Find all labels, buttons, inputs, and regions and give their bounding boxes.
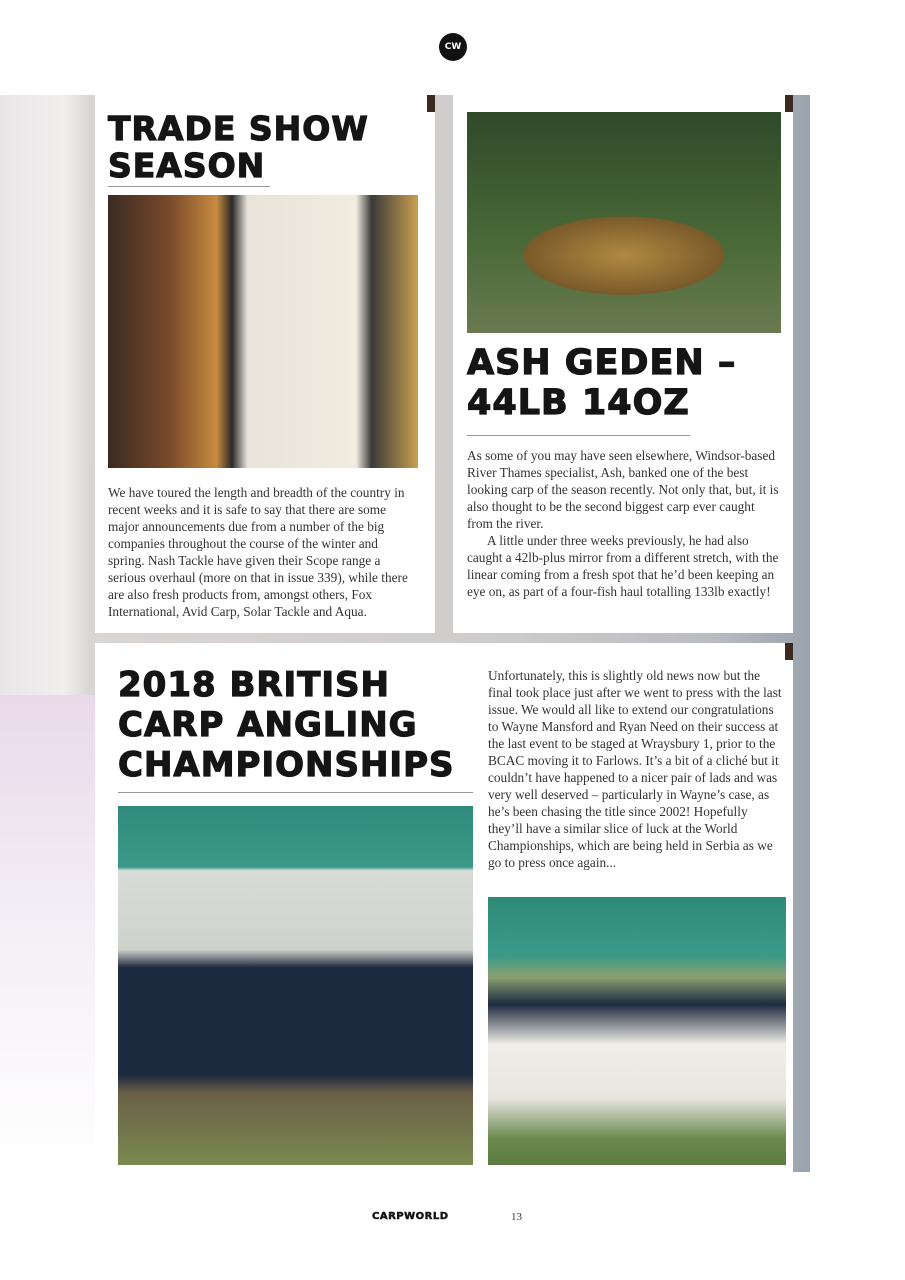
article-body: Unfortunately, this is slightly old news now but the final took place just after we went to press with the last issue. We would all like to extend our congratulations to Wayne Mansford and Ryan Need on their success at the last event to be staged at Wraysbury 1, prior to the BCAC moving it to Farlows. It’s a bit of a cliché but it couldn’t have happened to a nicer pair of lads and was very well deserved – particularly in Wayne’s case, as he’s been chasing the title since 2002! Hopefully they’ll have a similar slice of luck at the World Championships, which are being held in Serbia as we go to press once again... <box>488 668 782 870</box>
ash-geden-panel <box>453 95 793 633</box>
corner-mark <box>785 643 793 660</box>
trade-show-panel <box>95 95 435 633</box>
title-line: ASH GEDEN – <box>467 343 737 383</box>
title-rule <box>108 186 270 187</box>
title-rule <box>467 435 690 436</box>
champions-celebration-photo <box>118 806 473 1165</box>
title-line: SEASON <box>108 146 266 185</box>
cw-badge: CW <box>439 33 467 61</box>
corner-mark <box>427 95 435 112</box>
corner-mark <box>785 95 793 112</box>
page-number: 13 <box>511 1211 522 1223</box>
article-title <box>118 665 454 785</box>
background-glow <box>0 695 100 1172</box>
title-line: CARP ANGLING <box>118 705 418 745</box>
title-line: CHAMPIONSHIPS <box>118 745 455 785</box>
paragraph: As some of you may have seen elsewhere, Windsor-based River Thames specialist, Ash, banked one of the best looking carp of the season recently. Not only that, but, it is also thought to be the second biggest carp ever caught from the river. <box>467 448 779 531</box>
paragraph: A little under three weeks previously, he had also caught a 42lb-plus mirror from a different stretch, with the linear coming from a fresh spot that he’d been keeping an eye on, as part of a four-fish haul totalling 133lb exactly! <box>467 533 779 599</box>
championships-panel <box>95 643 793 1172</box>
title-rule <box>118 792 473 793</box>
footer-brand: CARPWORLD <box>372 1211 449 1222</box>
title-line: TRADE SHOW <box>108 109 369 148</box>
article-body: We have toured the length and breadth of the country in recent weeks and it is safe to say that there are some major announcements due from a number of the big companies throughout the course of the winter and spring. Nash Tackle have given their Scope range a serious overhaul (more on that in issue 339), while there are also fresh products from, amongst others, Fox International, Avid Carp, Solar Tackle and Aqua. <box>108 485 408 619</box>
carp-catch-photo <box>467 112 781 333</box>
cheque-presentation-photo <box>488 897 786 1165</box>
title-line: 44LB 14OZ <box>467 383 690 423</box>
article-title <box>108 110 369 184</box>
article-body <box>467 447 779 600</box>
trade-show-photo <box>108 195 418 468</box>
title-line: 2018 BRITISH <box>118 665 390 705</box>
article-title <box>467 343 736 423</box>
